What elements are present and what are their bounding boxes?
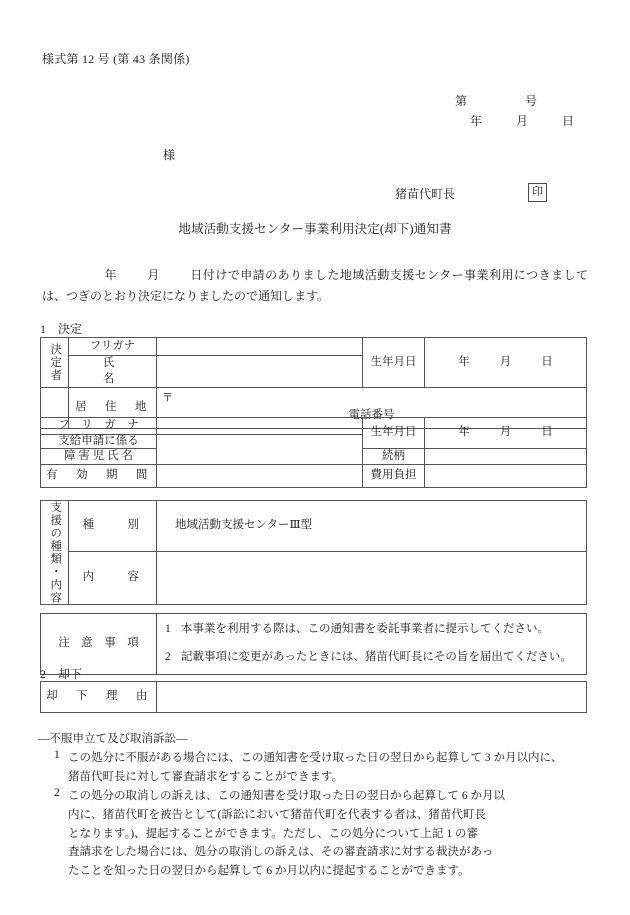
birth-year-label: 年 [458,355,470,368]
appeal-section [38,730,590,881]
note-text: 記載事項に変更があったときには、猪苗代町長にその旨を届出てください。 [181,651,572,664]
document-date-line [470,112,574,129]
appeal-item-text [68,749,590,786]
birth-month-label: 月 [499,355,512,368]
notes-list [157,614,587,675]
phone-label: 電話番号 [348,408,395,421]
furigana-label: フリガナ [69,338,157,356]
document-number-line [455,92,537,109]
body-month: 月 [146,268,160,282]
form-number: 様式第 12 号 (第 43 条関係) [42,52,190,66]
addressee-honorific: 様 [163,148,176,162]
appeal-item-text [68,787,590,880]
note-number: 2 [165,651,171,664]
section-1-label: 決定 [58,322,83,336]
postal-mark-icon: 〒 [162,392,173,405]
valid-period-label: 有 効 期 間 [41,465,157,488]
support-type-value[interactable]: 地域活動支援センターⅢ型 [157,501,587,552]
section-1-number: 1 [40,322,46,336]
support-type-label: 種 別 [69,501,157,552]
rejection-reason-label: 却 下 理 由 [41,682,157,713]
appeal-item [38,749,590,786]
child-name-label-line2: 障 害 児 氏 名 [64,449,133,462]
support-vertical-label: 支援の種類・内容 [41,501,69,605]
child-name-label-line1: 支給申請に係る [58,434,139,447]
appeal-line: 猪苗代町長に対して審査請求をすることができます。 [68,770,344,783]
note-text: 本事業を利用する際は、この通知書を委託事業者に提示してください。 [181,623,549,635]
appeal-line: たことを知った日の翌日から起算して 6 か月以内に提起することができます。 [68,864,470,877]
relation-label: 続柄 [363,448,425,465]
document-number-label: 第 [455,94,468,108]
name-value[interactable] [157,356,363,388]
child-furigana-value[interactable] [157,418,363,435]
child-birthdate-value[interactable] [425,418,587,449]
page-title: 地域活動支援センター事業利用決定(却下)通知書 [178,222,452,236]
appeal-item-number: 2 [54,787,60,800]
issuer-name: 猪苗代町長 [395,187,456,201]
section-2-number: 2 [40,667,46,681]
appeal-line: 査請求をした場合には、処分の取消しの訴えは、その審査請求に対する裁決があっ [68,846,494,859]
child-name-value[interactable] [157,434,363,465]
section-2-label: 却下 [58,667,83,681]
table-row [41,465,587,488]
appeal-line: この処分の取消しの訴えは、この通知書を受け取った日の翌日から起算して 6 か月以 [68,790,505,803]
table-row [41,501,587,552]
child-birthdate-label: 生年月日 [363,418,425,449]
disabled-child-table [40,417,587,488]
appeal-item [38,787,590,880]
appeal-line: となります。)、提起することができます。ただし、この処分について上記 1 の審 [68,827,479,840]
child-furigana-label: フ リ ガ ナ [41,418,157,435]
name-label: 氏 名 [69,356,157,388]
body-text: 日付けで申請のありました地域活動支援センター事業利用につきましては、つぎのとおり決定になりましたので通知します。 [42,268,588,303]
appeal-line: この処分に不服がある場合には、この通知書を受け取った日の翌日から起算して 3 か月以内に、 [68,752,563,764]
birthdate-value[interactable] [425,338,587,388]
relation-value[interactable] [425,448,587,465]
child-name-label-line2-cell [41,448,157,465]
note-item [165,649,580,666]
table-row [41,682,587,713]
decision-person-table [40,337,587,429]
cost-burden-value[interactable] [425,465,587,488]
support-type-table [40,500,587,605]
birth-day-label: 日 [541,355,553,368]
section-2-heading [40,665,82,682]
support-content-label: 内 容 [69,551,157,604]
child-birth-month-label: 月 [499,426,512,439]
date-year-label: 年 [470,114,483,128]
document-number-unit: 号 [525,94,538,108]
support-content-value[interactable] [157,551,587,604]
appeal-line: 内に、猪苗代町を被告として(訴訟において猪苗代町を代表する者は、猪苗代町長 [68,808,486,821]
child-name-label [41,434,157,448]
table-row [41,418,587,435]
body-paragraph [42,265,588,307]
note-number: 1 [165,623,171,635]
table-row [41,614,587,675]
body-year: 年 [104,268,117,282]
notes-table [40,613,587,675]
rejection-reason-value[interactable] [157,682,587,713]
seal-stamp-icon: 印 [528,183,547,202]
decider-vertical-label: 決定者 [41,338,69,388]
child-birth-day-label: 日 [541,426,553,439]
section-1-heading [40,320,82,337]
birthdate-label: 生年月日 [363,338,425,388]
child-birth-year-label: 年 [458,426,470,439]
cost-burden-label: 費用負担 [363,465,425,488]
appeal-item-number: 1 [54,749,60,761]
rejection-reason-table [40,681,587,713]
appeal-title: ―不服申立て及び取消訴訟― [38,733,188,745]
date-day-label: 日 [562,114,575,128]
date-month-label: 月 [516,114,529,128]
notes-label: 注 意 事 項 [41,614,157,675]
valid-period-value[interactable] [157,465,363,488]
table-row [41,551,587,604]
note-item [165,621,580,638]
residence-label: 居 住 地 [69,388,157,429]
table-row [41,338,587,356]
furigana-value[interactable] [157,338,363,356]
